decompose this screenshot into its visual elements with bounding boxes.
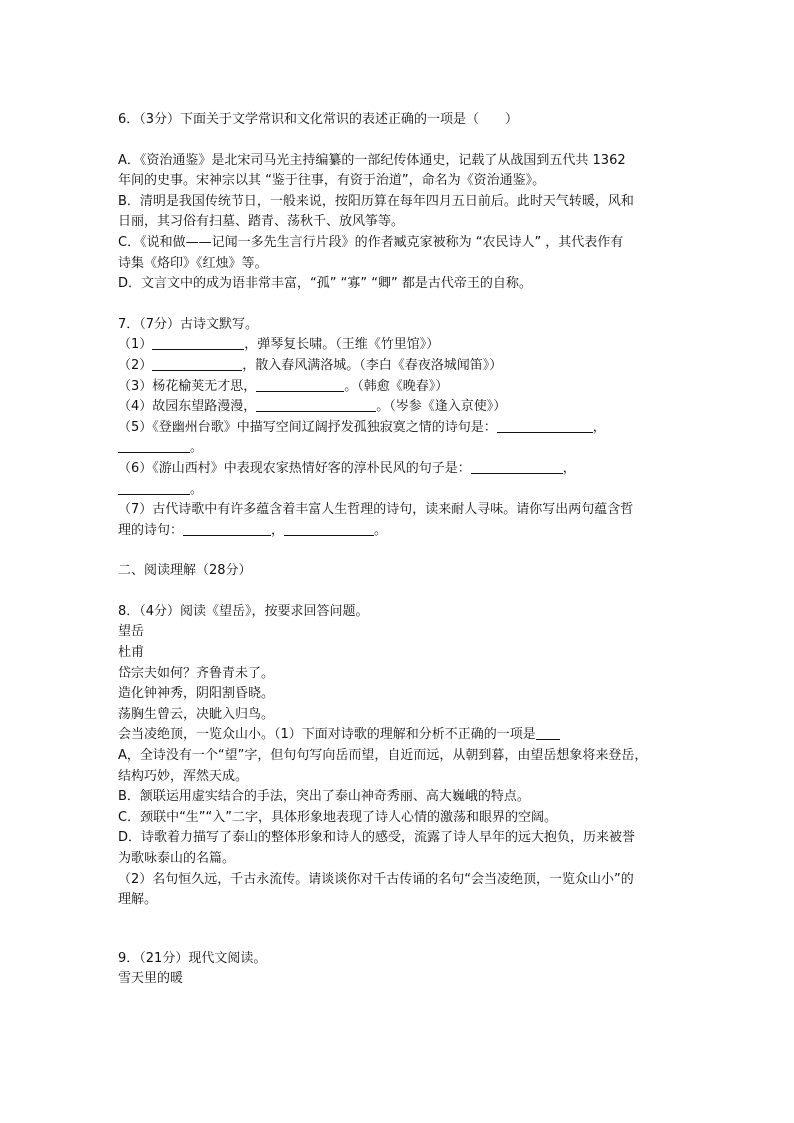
poem-line-1: 岱宗夫如何？齐鲁青未了。 [118, 665, 275, 681]
q7-item-5-cont [118, 438, 678, 459]
q7-item-2-blank[interactable] [152, 356, 242, 371]
section-2-title: 二、阅读理解（28分） [118, 563, 252, 579]
q8-option-c: C．颈联中“生”“入”二字，具体形象地表现了诗人心情的激荡和眼界的空阔。 [118, 809, 558, 825]
q7-item-1-text: ，弹琴复长啸。（王维《竹里馆》） [244, 337, 440, 353]
q7-item-7-line1: （7）古代诗歌中有许多蕴含着丰富人生哲理的诗句，读来耐人寻味。请你写出两句蕴含哲 [118, 502, 634, 518]
q6-option-c-line2: 诗集《烙印》《红烛》等。 [118, 255, 268, 271]
q7-item-6-blank-2[interactable] [118, 480, 190, 495]
q7-item-3 [118, 377, 678, 398]
q8-part2-line1: （2）名句恒久远，千古永流传。请谈谈你对千古传诵的名句“会当凌绝顶，一览众山小”的 [118, 871, 634, 887]
q8-stem: 8．（4分）阅读《望岳》，按要求回答问题。 [118, 603, 369, 619]
q7-item-3-blank[interactable] [256, 377, 344, 392]
poem-line-3: 荡胸生曾云，决眦入归鸟。 [118, 706, 275, 722]
q9-passage-title: 雪天里的暖 [118, 971, 184, 987]
q7-item-6-text: （6）《游山西村》中表现农家热情好客的淳朴民风的句子是： [118, 460, 471, 476]
q6-option-b-line2: 日丽，其习俗有扫墓、踏青、荡秋千、放风筝等。 [118, 214, 405, 230]
q7-item-7-line2 [118, 521, 678, 542]
q8-option-d-line2: 为歌咏泰山的名篇。 [118, 851, 236, 866]
q7-item-4 [118, 397, 678, 418]
exam-page [118, 110, 678, 990]
q7-item-2-number: （2） [118, 357, 153, 373]
q7-item-7-text: 理的诗句： [118, 522, 184, 538]
poem-line-4 [118, 725, 678, 746]
q8-option-b: B．颔联运用虚实结合的手法，突出了泰山神奇秀丽、高大巍峨的特点。 [118, 789, 530, 805]
q7-item-6 [118, 459, 678, 480]
q7-item-1-blank[interactable] [152, 335, 244, 350]
q7-item-4-tail: 。（岑参《逢入京使》） [376, 399, 507, 415]
q9-stem: 9．（21分）现代文阅读。 [118, 950, 267, 966]
q7-item-7-comma: ， [271, 522, 285, 538]
q7-item-7-blank-1[interactable] [183, 521, 271, 536]
q7-stem: 7．（7分）古诗文默写。 [118, 316, 259, 332]
q7-item-5-end: 。 [190, 440, 204, 456]
q8-option-d-line1: D．诗歌着力描写了泰山的整体形象和诗人的感受，流露了诗人早年的远大抱负，历来被誉 [118, 830, 636, 846]
q6-option-a-line1: A．《资治通鉴》是北宋司马光主持编纂的一部纪传体通史，记载了从战国到五代共 1362 [118, 152, 626, 168]
q6-option-d: D．文言文中的成为语非常丰富，“孤” “寡” “卿” 都是古代帝王的自称。 [118, 276, 532, 292]
q8-part2-line2: 理解。 [118, 892, 158, 908]
q7-item-5-blank-1[interactable] [497, 418, 593, 433]
q6-option-a-line2: 年间的史事。宋神宗以其 “鉴于往事，有资于治道”，命名为《资治通鉴》。 [118, 173, 546, 189]
q7-item-5-text: （5）《登幽州台歌》中描写空间辽阔抒发孤独寂寞之情的诗句是： [118, 419, 497, 435]
poem-title: 望岳 [118, 624, 145, 640]
q7-item-2 [118, 356, 678, 377]
q7-item-7-blank-2[interactable] [284, 521, 374, 536]
q7-item-2-text: ，散入春风满洛城。（李白《春夜洛城闻笛》） [242, 357, 503, 373]
q8-part1-blank[interactable] [536, 725, 560, 740]
q6-option-b-line1: B．清明是我国传统节日，一般来说，按阳历算在每年四月五日前后。此时天气转暖，风和 [118, 193, 634, 209]
q7-item-3-tail: 。（韩愈《晚春》） [344, 378, 449, 394]
poem-line-2: 造化钟神秀，阴阳割昏晓。 [118, 686, 275, 702]
q8-option-a-line2: 结构巧妙，浑然天成。 [118, 768, 249, 784]
q7-item-6-blank-1[interactable] [471, 459, 563, 474]
q7-item-5 [118, 418, 678, 439]
q7-item-1-number: （1） [118, 337, 153, 353]
q7-item-5-comma: ， [592, 419, 606, 435]
q7-item-5-blank-2[interactable] [118, 438, 190, 453]
q7-item-7-end: 。 [374, 522, 388, 538]
q7-item-1 [118, 335, 678, 356]
q7-item-6-comma: ， [562, 460, 576, 476]
q7-item-4-blank[interactable] [256, 397, 376, 412]
q8-option-a-line1: A，全诗没有一个“望”字，但句句写向岳而望，自近而远，从朝到暮，由望岳想象将来登岳， [118, 748, 648, 764]
q7-item-6-end: 。 [190, 481, 204, 497]
q7-item-4-text: （4）故园东望路漫漫， [118, 399, 257, 415]
q6-option-c-line1: C．《说和做——记闻一多先生言行片段》的作者臧克家被称为 “农民诗人” ，其代表作有 [118, 234, 624, 250]
q7-item-6-cont [118, 480, 678, 501]
q6-stem: 6．（3分）下面关于文学常识和文化常识的表述正确的一项是（ ） [118, 112, 519, 127]
poem-author: 杜甫 [118, 645, 145, 661]
poem-line-4-text: 会当凌绝顶，一览众山小。（1）下面对诗歌的理解和分析不正确的一项是 [118, 727, 536, 743]
q7-item-3-text: （3）杨花榆荚无才思， [118, 378, 257, 394]
